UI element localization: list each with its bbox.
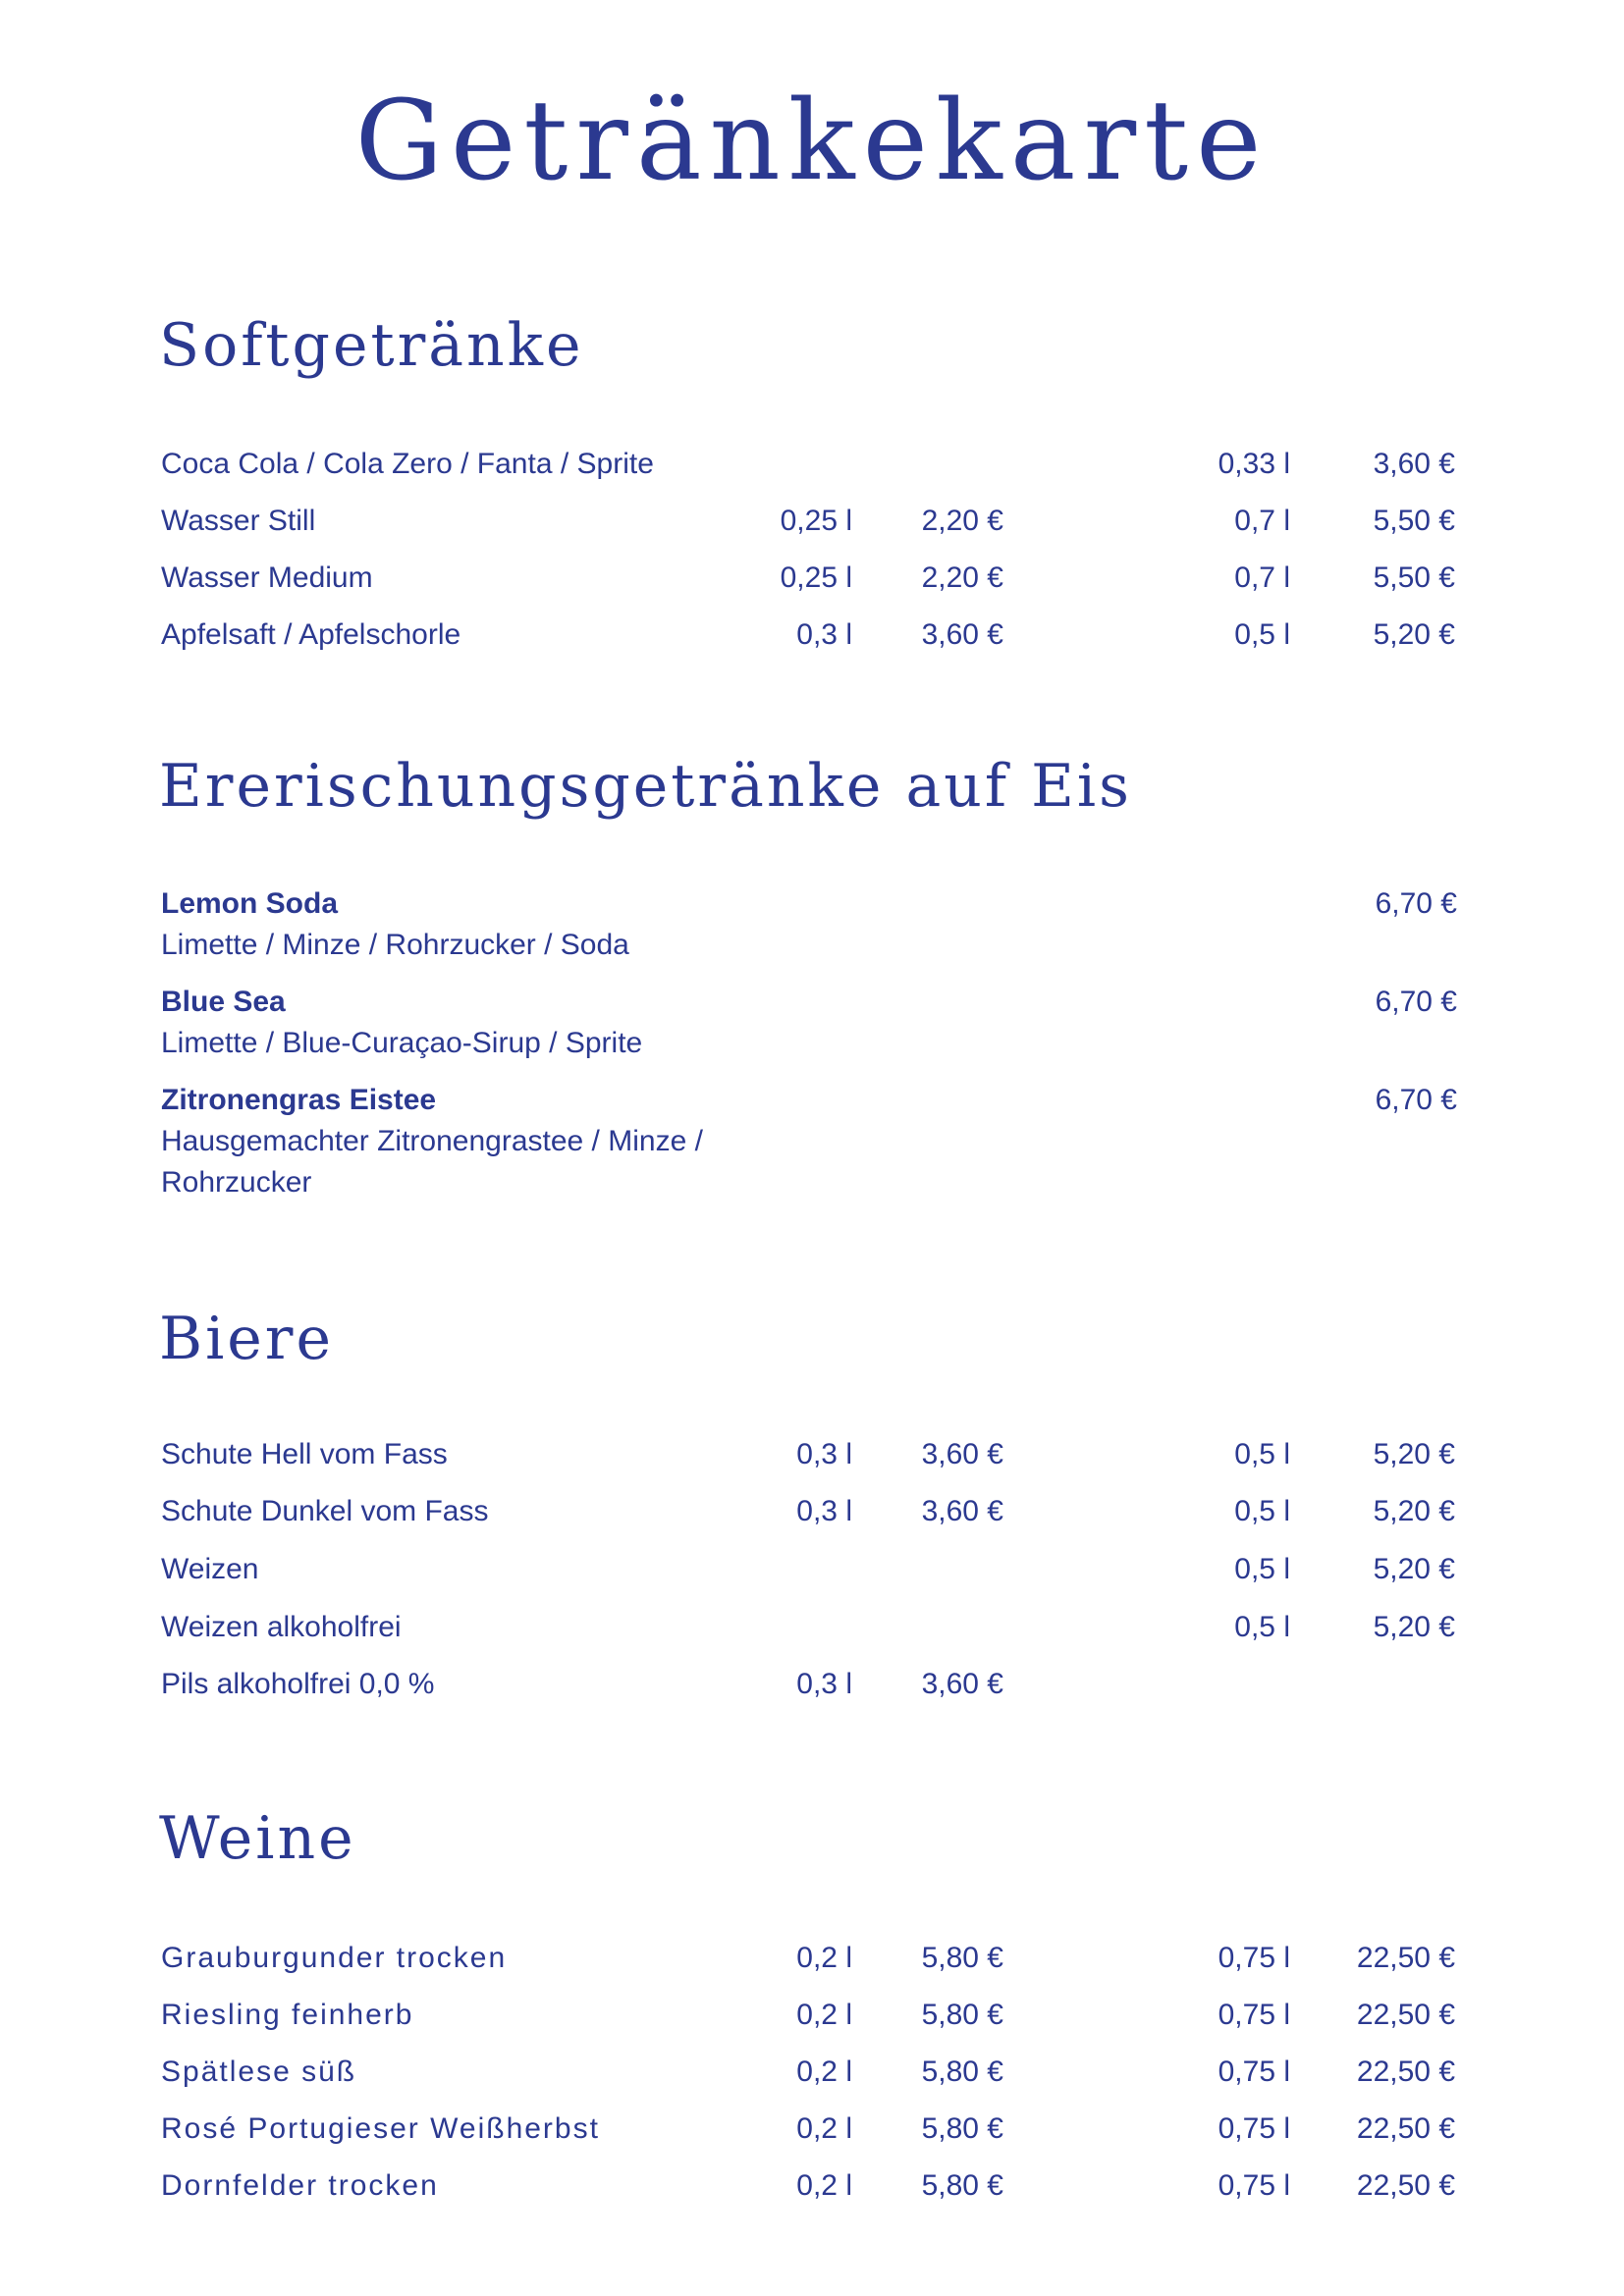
item-price-large: 5,20 € <box>1373 1611 1455 1643</box>
item-volume-small: 0,2 l <box>796 1999 852 2031</box>
item-price-large: 5,50 € <box>1373 505 1455 537</box>
item-price-large: 22,50 € <box>1356 2169 1455 2202</box>
menu-row <box>0 1606 1624 1649</box>
item-price-large: 22,50 € <box>1356 2112 1455 2145</box>
menu-row <box>0 2164 1624 2208</box>
section-title-soft: Softgetränke <box>159 311 584 380</box>
menu-row <box>0 500 1624 543</box>
item-volume-large: 0,5 l <box>1234 1495 1290 1527</box>
cocktail-description: Limette / Minze / Rohrzucker / Soda <box>161 929 629 961</box>
item-price-small: 3,60 € <box>921 1495 1003 1527</box>
cocktail-item <box>161 883 1457 966</box>
item-name: Grauburgunder trocken <box>161 1942 508 1974</box>
item-name: Wasser Medium <box>161 561 373 594</box>
item-volume-small: 0,2 l <box>796 2169 852 2202</box>
item-volume-small: 0,2 l <box>796 1942 852 1974</box>
item-volume-large: 0,75 l <box>1218 2056 1290 2088</box>
item-volume-small: 0,3 l <box>796 1438 852 1470</box>
item-price-small: 5,80 € <box>921 1999 1003 2031</box>
item-volume-large: 0,5 l <box>1234 1438 1290 1470</box>
item-price-large: 5,20 € <box>1373 618 1455 651</box>
item-volume-small: 0,3 l <box>796 1668 852 1700</box>
menu-row <box>0 1994 1624 2037</box>
item-price-small: 2,20 € <box>921 561 1003 594</box>
menu-row <box>0 443 1624 486</box>
item-price-small: 5,80 € <box>921 2056 1003 2088</box>
item-volume-large: 0,75 l <box>1218 2169 1290 2202</box>
item-volume-small: 0,3 l <box>796 1495 852 1527</box>
cocktail-price: 6,70 € <box>1375 986 1457 1018</box>
cocktail-price: 6,70 € <box>1375 887 1457 920</box>
item-price-large: 22,50 € <box>1356 1942 1455 1974</box>
cocktail-price: 6,70 € <box>1375 1084 1457 1116</box>
item-price-large: 3,60 € <box>1373 448 1455 480</box>
page-title: Getränkekarte <box>354 78 1270 205</box>
cocktail-name: Blue Sea <box>161 986 286 1018</box>
item-price-large: 5,20 € <box>1373 1438 1455 1470</box>
item-name: Apfelsaft / Apfelschorle <box>161 618 461 651</box>
item-price-large: 5,20 € <box>1373 1553 1455 1585</box>
cocktail-item <box>161 1080 1457 1203</box>
item-volume-large: 0,7 l <box>1234 561 1290 594</box>
item-price-large: 22,50 € <box>1356 1999 1455 2031</box>
menu-row <box>0 1548 1624 1591</box>
item-volume-small: 0,25 l <box>780 505 852 537</box>
item-name: Rosé Portugieser Weißherbst <box>161 2112 600 2145</box>
item-volume-small: 0,2 l <box>796 2112 852 2145</box>
item-name: Riesling feinherb <box>161 1999 414 2031</box>
item-name: Spätlese süß <box>161 2056 357 2088</box>
item-price-small: 3,60 € <box>921 1438 1003 1470</box>
cocktail-item <box>161 982 1457 1064</box>
item-price-small: 3,60 € <box>921 618 1003 651</box>
item-volume-large: 0,5 l <box>1234 1611 1290 1643</box>
item-volume-small: 0,2 l <box>796 2056 852 2088</box>
item-price-small: 5,80 € <box>921 2169 1003 2202</box>
item-name: Dornfelder trocken <box>161 2169 439 2202</box>
item-name: Schute Dunkel vom Fass <box>161 1495 489 1527</box>
item-name: Coca Cola / Cola Zero / Fanta / Sprite <box>161 448 654 480</box>
item-volume-large: 0,5 l <box>1234 1553 1290 1585</box>
item-volume-large: 0,5 l <box>1234 618 1290 651</box>
item-price-large: 22,50 € <box>1356 2056 1455 2088</box>
item-volume-large: 0,75 l <box>1218 1999 1290 2031</box>
menu-row <box>0 2051 1624 2094</box>
item-volume-large: 0,75 l <box>1218 2112 1290 2145</box>
item-volume-large: 0,7 l <box>1234 505 1290 537</box>
menu-row <box>0 1490 1624 1533</box>
menu-row <box>0 1433 1624 1476</box>
item-price-small: 3,60 € <box>921 1668 1003 1700</box>
section-title-beer: Biere <box>159 1305 334 1373</box>
item-volume-large: 0,33 l <box>1218 448 1290 480</box>
item-price-small: 2,20 € <box>921 505 1003 537</box>
item-price-small: 5,80 € <box>921 1942 1003 1974</box>
cocktail-description: Limette / Blue-Curaçao-Sirup / Sprite <box>161 1027 643 1059</box>
cocktail-description: Hausgemachter Zitronengrastee / Minze / Rohrzucker <box>161 1125 703 1199</box>
item-volume-small: 0,25 l <box>780 561 852 594</box>
menu-row <box>0 1663 1624 1706</box>
item-price-large: 5,50 € <box>1373 561 1455 594</box>
item-name: Wasser Still <box>161 505 316 537</box>
menu-row <box>0 557 1624 600</box>
item-name: Weizen <box>161 1553 259 1585</box>
menu-row <box>0 614 1624 657</box>
item-price-small: 5,80 € <box>921 2112 1003 2145</box>
item-volume-small: 0,3 l <box>796 618 852 651</box>
section-title-wine: Weine <box>159 1804 356 1873</box>
item-price-large: 5,20 € <box>1373 1495 1455 1527</box>
menu-row <box>0 1937 1624 1980</box>
cocktail-name: Zitronengras Eistee <box>161 1084 437 1116</box>
section-title-refresh: Ererischungsgetränke auf Eis <box>159 752 1132 821</box>
menu-row <box>0 2108 1624 2151</box>
item-name: Weizen alkoholfrei <box>161 1611 402 1643</box>
cocktail-name: Lemon Soda <box>161 887 339 920</box>
item-volume-large: 0,75 l <box>1218 1942 1290 1974</box>
item-name: Pils alkoholfrei 0,0 % <box>161 1668 435 1700</box>
item-name: Schute Hell vom Fass <box>161 1438 448 1470</box>
